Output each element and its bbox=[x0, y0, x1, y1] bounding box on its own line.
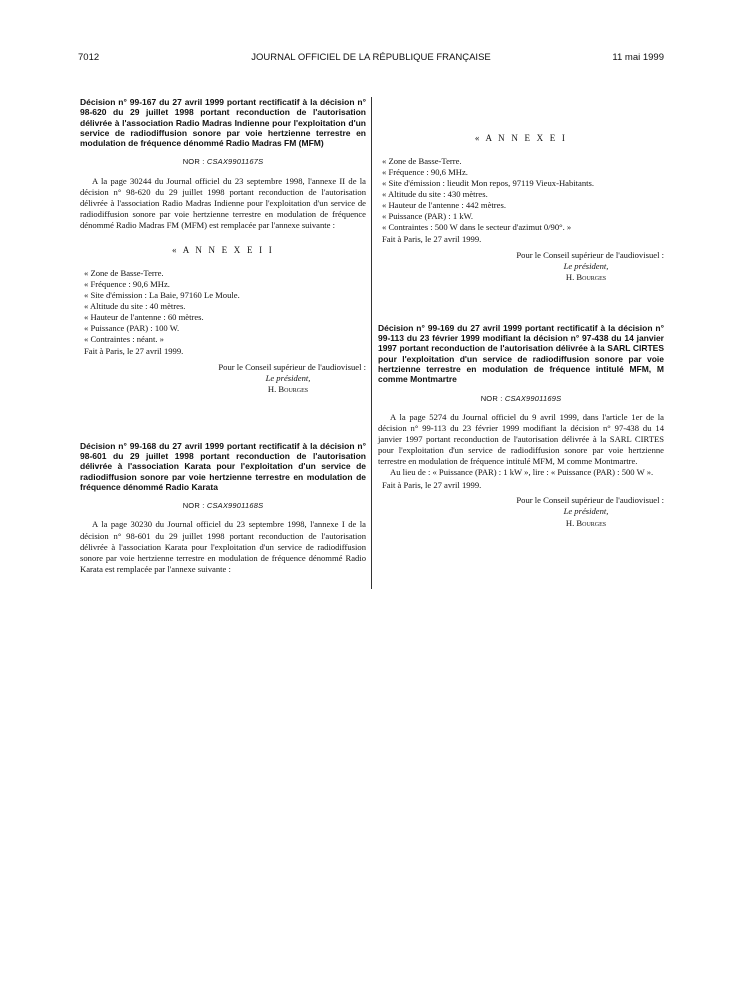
annexe-item: « Zone de Basse-Terre. bbox=[84, 268, 164, 279]
annexe-item: « Zone de Basse-Terre. bbox=[382, 156, 462, 167]
right-column bbox=[378, 97, 664, 529]
annexe-list bbox=[80, 268, 366, 344]
annexe-item: « Site d'émission : lieudit Mon repos, 97119 Vieux-Habitants. bbox=[382, 177, 595, 188]
place-date: Fait à Paris, le 27 avril 1999. bbox=[84, 346, 184, 357]
signature-authority: Pour le Conseil supérieur de l'audiovisuel : bbox=[516, 495, 664, 506]
journal-title: JOURNAL OFFICIEL DE LA RÉPUBLIQUE FRANÇAISE bbox=[251, 52, 491, 63]
annexe-item: « Contraintes : néant. » bbox=[84, 333, 164, 344]
decision-99-167 bbox=[80, 97, 366, 395]
nor-code: CSAX9901169S bbox=[504, 393, 562, 403]
page-number: 7012 bbox=[78, 52, 100, 63]
annexe-item: « Site d'émission : La Baie, 97160 Le Moule. bbox=[84, 289, 240, 300]
signature-authority: Pour le Conseil supérieur de l'audiovisuel : bbox=[218, 361, 366, 372]
issue-date: 11 mai 1999 bbox=[612, 52, 664, 63]
column-divider bbox=[371, 97, 372, 589]
decision-99-169 bbox=[378, 323, 664, 529]
signature-block bbox=[378, 495, 664, 528]
annexe-item: « Puissance (PAR) : 1 kW. bbox=[382, 210, 474, 221]
signature-block bbox=[378, 250, 664, 283]
decision-99-168 bbox=[80, 441, 366, 575]
decision-title: Décision n° 99-167 du 27 avril 1999 portant rectificatif à la décision n° 98-620 du 29 juillet 1998 portant reconduction de l'autorisation délivrée à l'association Radio Madras Indienne pour l'exploitation d'un service de radiodiffusion sonore par voie hertzienne terrestre en modulation de fréquence dénommé Radio Madras FM (MFM) bbox=[80, 97, 366, 149]
left-column bbox=[80, 97, 366, 575]
place-date: Fait à Paris, le 27 avril 1999. bbox=[382, 480, 482, 491]
decision-body: A la page 30244 du Journal officiel du 23 septembre 1998, l'annexe II de la décision n° 98-620 du 29 juillet 1998 portant reconduction de l'autorisation délivrée à l'association Radio Madras Indienne pour l'exploitation d'un service de radiodiffusion sonore par voie hertzienne terrestre en modulation de fréquence dénommé Radio Madras FM (MFM) est remplacée par l'annexe suivante : bbox=[80, 175, 366, 230]
annexe-item: « Altitude du site : 430 mètres. bbox=[382, 188, 488, 199]
annexe-heading: « A N N E X E I bbox=[474, 133, 568, 143]
signature-authority: Pour le Conseil supérieur de l'audiovisuel : bbox=[516, 249, 664, 260]
annexe-list bbox=[378, 156, 664, 232]
nor-label: NOR : bbox=[182, 501, 205, 511]
signature-name: H. Bourges bbox=[565, 517, 607, 528]
nor-label: NOR : bbox=[182, 157, 205, 167]
decision-99-168-continued bbox=[378, 97, 664, 283]
decision-title: Décision n° 99-168 du 27 avril 1999 portant rectificatif à la décision n° 98-601 du 29 juillet 1998 portant reconduction de l'autorisation délivrée à l'association Karata pour l'exploitation d'un service de radiodiffusion sonore par voie hertzienne terrestre en modulation de fréquence dénommé Radio Karata bbox=[80, 440, 366, 493]
annexe-item: « Hauteur de l'antenne : 442 mètres. bbox=[382, 199, 506, 210]
annexe-item: « Altitude du site : 40 mètres. bbox=[84, 300, 186, 311]
annexe-item: « Puissance (PAR) : 100 W. bbox=[84, 322, 180, 333]
page-header bbox=[78, 48, 664, 66]
decision-body: A la page 30230 du Journal officiel du 23 septembre 1998, l'annexe I de la décision n° 98-601 du 29 juillet 1998 portant reconduction de l'autorisation délivrée à l'association Karata pour l'exploitation d'un service de radiodiffusion sonore par voie hertzienne terrestre en modulation de fréquence dénommé Radio Karata est remplacée par l'annexe suivante : bbox=[80, 519, 366, 574]
nor-label: NOR : bbox=[480, 393, 503, 403]
decision-title: Décision n° 99-169 du 27 avril 1999 portant rectificatif à la décision n° 99-113 du 23 février 1999 modifiant la décision n° 97-438 du 14 janvier 1997 portant reconduction de l'autorisation délivrée à la SARL CIRTES pour l'exploitation d'un service de radiodiffusion sonore par voie hertzienne terrestre en modulation de fréquence intitulé MFM, M comme Montmartre bbox=[378, 322, 664, 385]
nor-code: CSAX9901168S bbox=[206, 501, 264, 511]
nor-reference bbox=[80, 156, 366, 167]
place-date: Fait à Paris, le 27 avril 1999. bbox=[382, 234, 482, 245]
annexe-item: « Hauteur de l'antenne : 60 mètres. bbox=[84, 311, 204, 322]
signature-name: H. Bourges bbox=[267, 383, 309, 394]
signature-name: H. Bourges bbox=[565, 271, 607, 282]
annexe-item: « Fréquence : 90,6 MHz. bbox=[84, 279, 170, 290]
signature-title: Le président, bbox=[563, 260, 609, 271]
nor-reference bbox=[378, 393, 664, 404]
decision-body: A la page 5274 du Journal officiel du 9 avril 1999, dans l'article 1er de la décision n° 99-113 du 23 février 1999 modifiant la décision n° 97-438 du 14 janvier 1997 portant reconduction de l'autorisation délivrée à la SARL CIRTES pour l'exploitation d'un service de radiodiffusion sonore par voie hertzienne terrestre en modulation de fréquence intitulé MFM, M comme Montmartre. bbox=[378, 411, 664, 467]
nor-reference bbox=[80, 500, 366, 511]
signature-title: Le président, bbox=[265, 372, 311, 383]
decision-correction: Au lieu de : « Puissance (PAR) : 1 kW », lire : « Puissance (PAR) : 500 W ». bbox=[390, 467, 654, 478]
nor-code: CSAX9901167S bbox=[206, 157, 264, 167]
signature-title: Le président, bbox=[563, 506, 609, 517]
annexe-heading: « A N N E X E I I bbox=[172, 245, 274, 256]
signature-block bbox=[80, 362, 366, 395]
annexe-item: « Contraintes : 500 W dans le secteur d'azimut 0/90°. » bbox=[382, 221, 572, 232]
annexe-item: « Fréquence : 90,6 MHz. bbox=[382, 167, 468, 177]
